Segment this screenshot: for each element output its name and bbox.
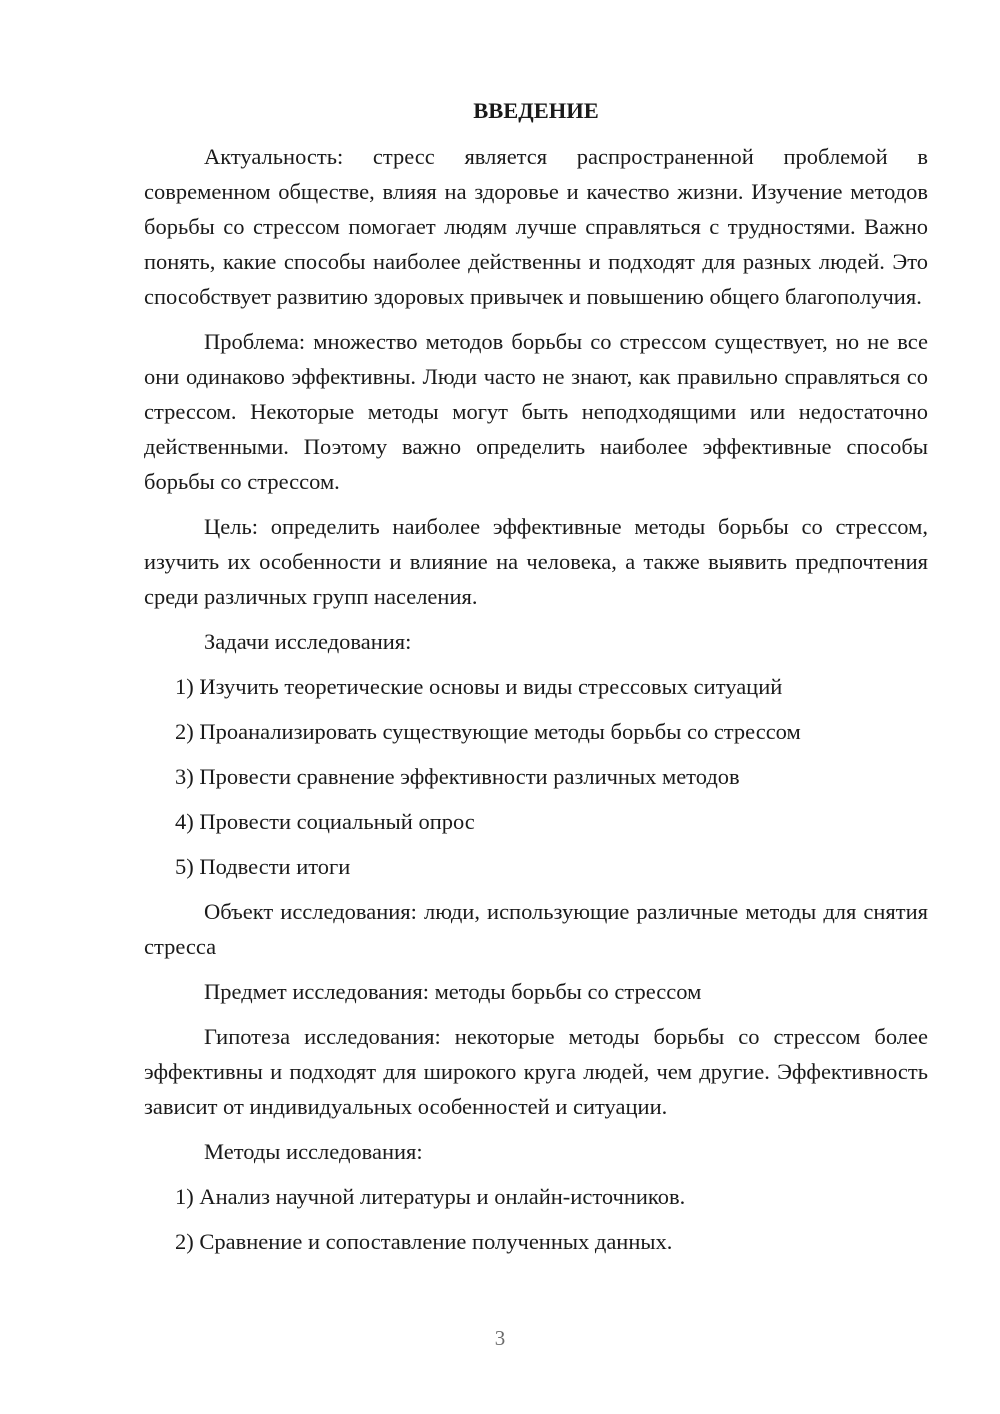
task-item: 4) Провести социальный опрос [175, 809, 475, 834]
task-item: 5) Подвести итоги [175, 854, 351, 879]
task-item: 3) Провести сравнение эффективности различных методов [175, 764, 740, 789]
tasks-heading: Задачи исследования: [204, 629, 412, 654]
task-item: 1) Изучить теоретические основы и виды стрессовых ситуаций [175, 674, 783, 699]
task-item: 2) Проанализировать существующие методы борьбы со стрессом [175, 719, 801, 744]
hypothesis-paragraph: Гипотеза исследования: некоторые методы борьбы со стрессом более эффективны и подходят для широкого круга людей, чем другие. Эффективность зависит от индивидуальных особенностей и ситуации. [144, 1024, 928, 1119]
page-number: 3 [494, 1326, 506, 1350]
methods-heading: Методы исследования: [204, 1139, 423, 1164]
document-page [144, 95, 928, 1269]
subject-paragraph: Предмет исследования: методы борьбы со стрессом [204, 979, 702, 1004]
relevance-paragraph: Актуальность: стресс является распространенной проблемой в современном обществе, влияя на здоровье и качество жизни. Изучение методов борьбы со стрессом помогает людям лучше справляться с трудностями. Важно понять, какие способы наиболее действенны и подходят для разных людей. Это способствует развитию здоровых привычек и повышению общего благополучия. [144, 144, 928, 309]
method-item: 2) Сравнение и сопоставление полученных данных. [175, 1229, 673, 1254]
page-title: ВВЕДЕНИЕ [473, 98, 599, 123]
goal-paragraph: Цель: определить наиболее эффективные методы борьбы со стрессом, изучить их особенности и влияние на человека, а также выявить предпочтения среди различных групп населения. [144, 514, 928, 609]
problem-paragraph: Проблема: множество методов борьбы со стрессом существует, но не все они одинаково эффективны. Люди часто не знают, как правильно справляться со стрессом. Некоторые методы могут быть неподходящими или недостаточно действенными. Поэтому важно определить наиболее эффективные способы борьбы со стрессом. [144, 329, 928, 494]
method-item: 1) Анализ научной литературы и онлайн-источников. [175, 1184, 686, 1209]
object-paragraph: Объект исследования: люди, использующие различные методы для снятия стресса [144, 899, 928, 959]
